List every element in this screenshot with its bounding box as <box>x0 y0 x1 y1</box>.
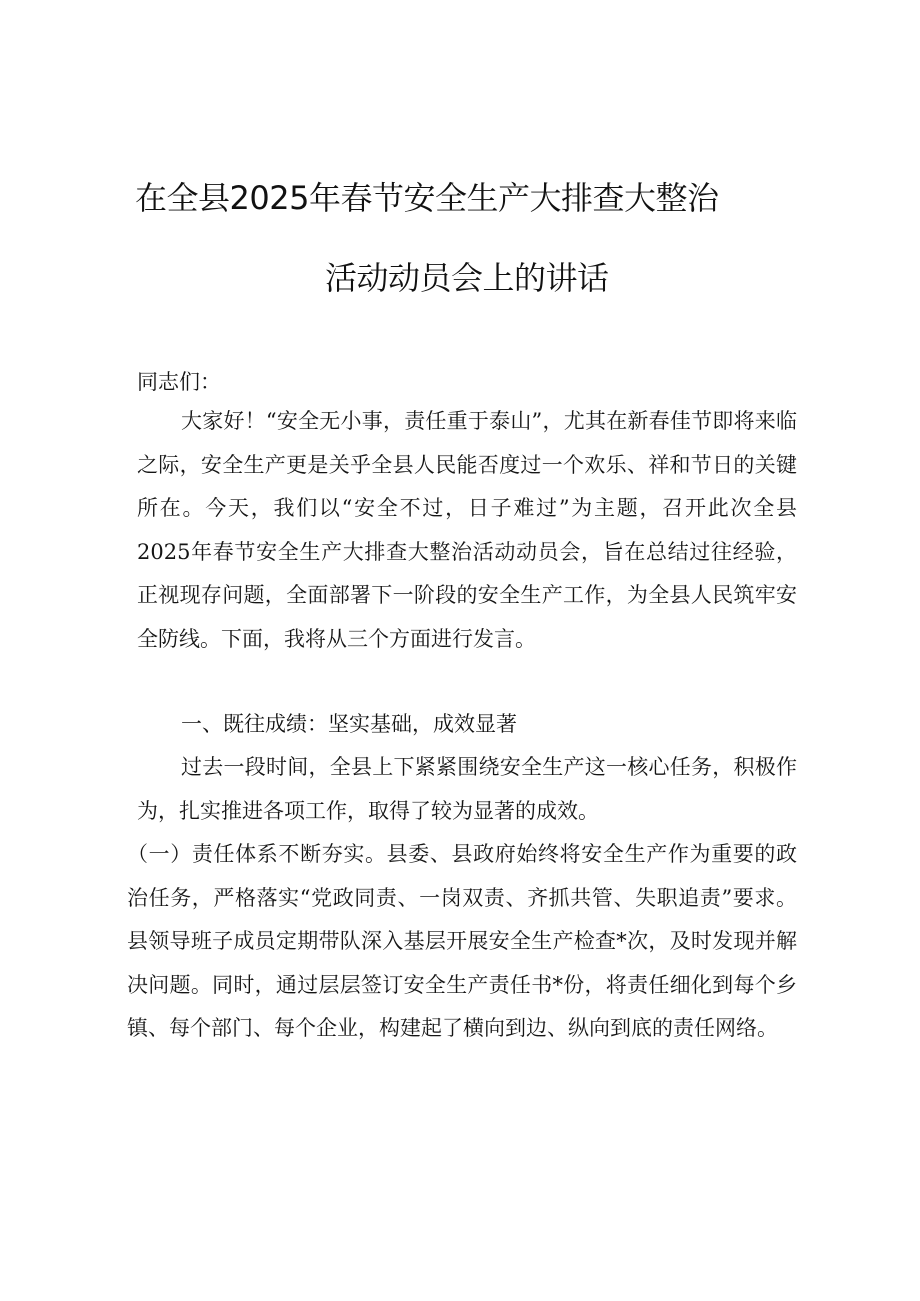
document-title-line-1: 在全县2025年春节安全生产大排查大整治 <box>135 179 719 217</box>
section-heading-1: 一、既往成绩：坚实基础，成效显著 <box>181 712 517 736</box>
document-title-line-2: 活动动员会上的讲话 <box>325 259 609 297</box>
paragraph-achievements: 过去一段时间，全县上下紧紧围绕安全生产这一核心任务，积极作为，扎实推进各项工作，取得了较为显著的成效。 <box>137 755 797 823</box>
paragraph-responsibility-system: （一）责任体系不断夯实。县委、县政府始终将安全生产作为重要的政治任务，严格落实“党政同责、一岗双责、齐抓共管、失职追责”要求。县领导班子成员定期带队深入基层开展安全生产检查*次，及时发现并解决问题。同时，通过层层签订安全生产责任书*份，将责任细化到每个乡镇、每个部门、每个企业，构建起了横向到边、纵向到底的责任网络。 <box>127 842 797 1040</box>
paragraph-intro: 大家好！“安全无小事，责任重于泰山”，尤其在新春佳节即将来临之际，安全生产更是关乎全县人民能否度过一个欢乐、祥和节日的关键所在。今天，我们以“安全不过，日子难过”为主题，召开此次全县2025年春节安全生产大排查大整治活动动员会，旨在总结过往经验，正视现存问题，全面部署下一阶段的安全生产工作，为全县人民筑牢安全防线。下面，我将从三个方面进行发言。 <box>137 409 797 651</box>
salutation: 同志们： <box>137 370 221 394</box>
